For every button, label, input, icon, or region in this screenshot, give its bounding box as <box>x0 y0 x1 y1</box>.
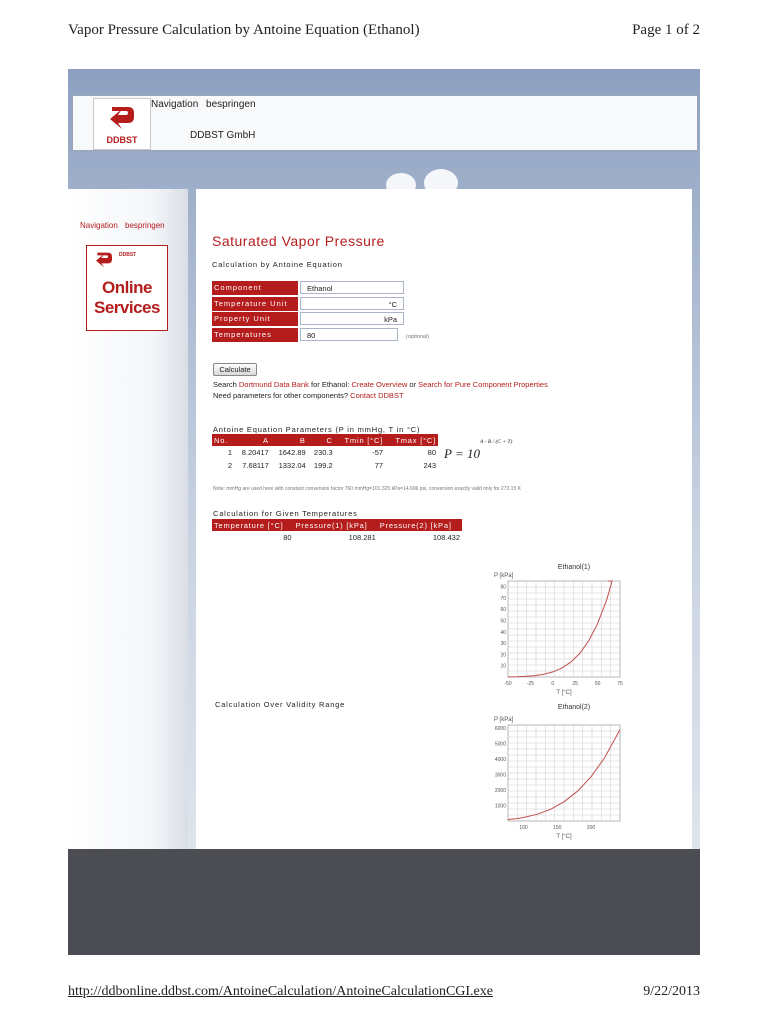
given-table <box>212 519 462 544</box>
y-axis-label: P [kPa] <box>494 717 514 723</box>
x-tick-label: 0 <box>551 681 555 687</box>
screenshot-frame <box>68 69 700 955</box>
y-tick-label: 10 <box>500 663 506 670</box>
ethanol2-chart <box>480 701 640 849</box>
print-title: Vapor Pressure Calculation by Antoine Equation (Ethanol) <box>68 22 420 38</box>
x-axis-label: T [°C] <box>556 690 572 696</box>
given-header-row <box>212 519 462 531</box>
antoine-col-header: No. <box>212 434 234 446</box>
property-unit-label: Property Unit <box>212 312 298 326</box>
table-cell: 77 <box>374 461 384 470</box>
page-title: Saturated Vapor Pressure <box>212 233 385 249</box>
ddbst-logo-icon <box>106 103 138 133</box>
table-cell: 7.68117 <box>242 461 269 470</box>
print-date: 9/22/2013 <box>643 984 700 999</box>
main-content <box>196 189 692 849</box>
company-name: DDBST GmbH <box>190 130 256 141</box>
x-tick-label: 200 <box>586 825 596 831</box>
x-tick-label: 50 <box>594 681 601 687</box>
given-col-header: Temperature [°C] <box>212 519 294 531</box>
table-row <box>212 459 438 472</box>
y-tick-label: 6000 <box>494 726 506 733</box>
online-services-logo[interactable] <box>86 245 168 331</box>
given-col-header: Pressure(1) [kPa] <box>294 519 378 531</box>
contact-line: Need parameters for other components? Contact DDBST <box>213 391 404 400</box>
contact-ddbst-link[interactable]: Contact DDBST <box>350 391 404 400</box>
antoine-equation: P = 10 <box>444 446 480 461</box>
antoine-col-header: Tmax [°C] <box>385 434 438 446</box>
bottom-bar <box>68 849 700 955</box>
create-overview-link[interactable]: Create Overview <box>351 380 408 389</box>
y-tick-label: 3000 <box>494 772 506 779</box>
search-pure-component-link[interactable]: Search for Pure Component Properties <box>418 380 548 389</box>
given-heading: Calculation for Given Temperatures <box>213 509 358 518</box>
y-axis-label: P [kPa] <box>494 573 514 579</box>
online-services-logo-text: Online Services <box>94 278 160 317</box>
online-services-logo-small-text: DDBST <box>119 252 137 258</box>
table-cell: 1642.89 <box>278 448 306 457</box>
y-tick-label: 5000 <box>494 741 506 748</box>
ethanol1-chart <box>480 561 640 701</box>
temperatures-label: Temperatures <box>212 328 298 342</box>
skip-navigation-link-sidebar[interactable]: Navigation bespringen <box>80 221 165 230</box>
given-col-header: Pressure(2) [kPa] <box>378 519 462 531</box>
page-subtitle: Calculation by Antoine Equation <box>212 260 343 269</box>
print-url[interactable]: http://ddbonline.ddbst.com/AntoineCalculation/AntoineCalculationCGI.exe <box>68 984 493 999</box>
antoine-col-header: A <box>234 434 271 446</box>
y-tick-label: 20 <box>500 652 506 659</box>
table-cell: 80 <box>427 448 436 457</box>
search-links-line: Search Dortmund Data Bank for Ethanol: Create Overview or Search for Pure Component Properties <box>213 380 548 389</box>
ddbst-logo[interactable] <box>93 98 151 150</box>
y-tick-label: 30 <box>500 641 506 648</box>
table-cell: 1332.04 <box>278 461 306 470</box>
x-tick-label: 100 <box>519 825 528 831</box>
table-cell: -57 <box>372 448 384 457</box>
skip-navigation-link-top[interactable]: Navigation bespringen <box>151 99 256 110</box>
x-tick-label: 25 <box>572 681 578 687</box>
y-tick-label: 2000 <box>494 788 506 795</box>
y-tick-label: 4000 <box>494 757 506 764</box>
table-cell: 1 <box>227 448 232 457</box>
chart-title: Ethanol(2) <box>557 704 591 711</box>
dortmund-data-bank-link[interactable]: Dortmund Data Bank <box>238 380 309 389</box>
print-page-number: Page 1 of 2 <box>632 22 700 38</box>
ddbst-small-logo-icon <box>93 250 115 270</box>
ddbst-logo-text: DDBST <box>106 135 138 145</box>
calculate-button[interactable]: Calculate <box>213 363 257 376</box>
sidebar <box>68 189 188 849</box>
antoine-col-header: Tmin [°C] <box>335 434 385 446</box>
temperatures-input[interactable]: 80 <box>300 328 398 341</box>
table-row <box>212 531 462 544</box>
antoine-header-row <box>212 434 438 446</box>
temperature-unit-select[interactable]: °C <box>300 297 404 310</box>
x-tick-label: 75 <box>617 681 623 687</box>
component-select[interactable]: Ethanol <box>300 281 404 294</box>
antoine-heading: Antoine Equation Parameters (P in mmHg, T in °C) <box>213 425 421 434</box>
x-tick-label: -25 <box>526 681 535 687</box>
table-row <box>212 446 438 459</box>
y-tick-label: 50 <box>500 618 506 625</box>
y-tick-label: 1000 <box>494 803 506 810</box>
antoine-equation-exponent: A - B / (C + T) <box>480 439 513 445</box>
y-tick-label: 40 <box>500 629 506 636</box>
temperature-unit-label: Temperature Unit <box>212 297 298 311</box>
chart-title: Ethanol(1) <box>557 564 591 571</box>
antoine-table <box>212 434 438 472</box>
table-cell: 108.281 <box>348 533 376 542</box>
conversion-note: Note: mmHg are used here with constant conversion factor 760 mmHg=101.325 kPa=14.696 psi, conversion exactly valid only for 273.15 K <box>213 486 521 492</box>
y-tick-label: 70 <box>500 595 506 602</box>
antoine-col-header: C <box>308 434 335 446</box>
top-banner <box>72 95 698 151</box>
table-cell: 108.432 <box>432 533 460 542</box>
y-tick-label: 80 <box>500 584 506 591</box>
validity-heading: Calculation Over Validity Range <box>215 700 346 709</box>
property-unit-select[interactable]: kPa <box>300 312 404 325</box>
x-tick-label: -50 <box>504 681 512 687</box>
component-label: Component <box>212 281 298 295</box>
x-tick-label: 150 <box>553 825 562 831</box>
table-cell: 80 <box>283 533 292 542</box>
table-cell: 230.3 <box>313 448 333 457</box>
table-cell: 2 <box>227 461 232 470</box>
x-axis-label: T [°C] <box>556 834 572 840</box>
antoine-col-header: B <box>271 434 308 446</box>
y-tick-label: 60 <box>500 607 506 614</box>
table-cell: 243 <box>423 461 436 470</box>
table-cell: 199.2 <box>313 461 333 470</box>
optional-hint: (optional) <box>406 334 429 340</box>
table-cell: 8.20417 <box>241 448 269 457</box>
